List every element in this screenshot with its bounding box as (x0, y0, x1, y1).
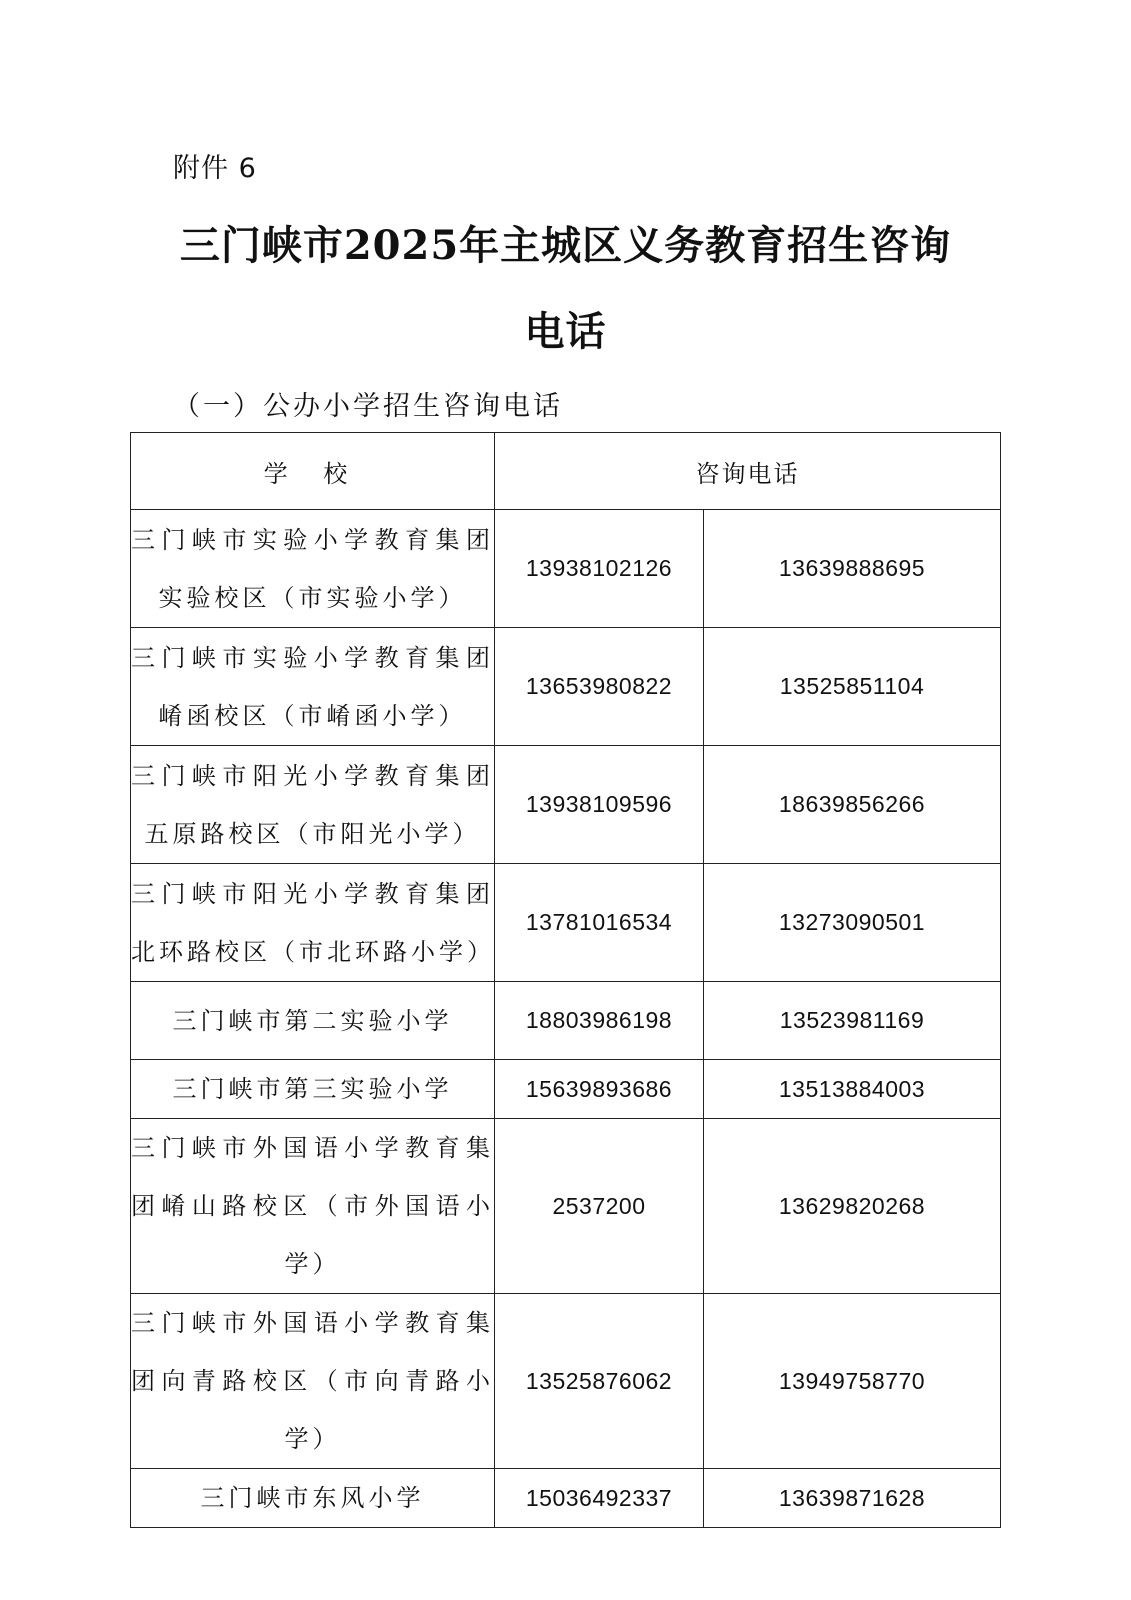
school-name: 三门峡市阳光小学教育集团北环路校区（市北环路小学） (131, 864, 495, 982)
phone-primary: 2537200 (495, 1119, 704, 1294)
table-row (131, 510, 1001, 628)
attachment-label: 附件 6 (173, 153, 257, 184)
school-name: 三门峡市实验小学教育集团崤函校区（市崤函小学） (131, 628, 495, 746)
phone-primary: 13781016534 (495, 864, 704, 982)
phone-primary: 18803986198 (495, 982, 704, 1060)
phone-primary: 13938102126 (495, 510, 704, 628)
table-row (131, 1119, 1001, 1294)
table-row (131, 746, 1001, 864)
table-row (131, 1060, 1001, 1119)
school-name: 三门峡市东风小学 (131, 1469, 495, 1528)
table-header-row (131, 433, 1001, 510)
phone-secondary: 13639871628 (704, 1469, 1001, 1528)
phone-secondary: 13513884003 (704, 1060, 1001, 1119)
document-title-line-2: 电话 (524, 308, 607, 355)
phone-secondary: 13273090501 (704, 864, 1001, 982)
document-title-line-1: 三门峡市2025年主城区义务教育招生咨询 (179, 222, 952, 269)
phone-secondary: 13949758770 (704, 1294, 1001, 1469)
table-row (131, 982, 1001, 1060)
table-row (131, 1294, 1001, 1469)
table-row (131, 864, 1001, 982)
phone-secondary: 13639888695 (704, 510, 1001, 628)
consultation-phone-table (130, 432, 1001, 1528)
school-name: 三门峡市外国语小学教育集团崤山路校区（市外国语小学） (131, 1119, 495, 1294)
school-name: 三门峡市实验小学教育集团实验校区（市实验小学） (131, 510, 495, 628)
school-name: 三门峡市外国语小学教育集团向青路校区（市向青路小学） (131, 1294, 495, 1469)
phone-primary: 13525876062 (495, 1294, 704, 1469)
header-phone: 咨询电话 (495, 433, 1001, 510)
header-school: 学 校 (131, 433, 495, 510)
phone-primary: 15639893686 (495, 1060, 704, 1119)
phone-primary: 13938109596 (495, 746, 704, 864)
phone-secondary: 13525851104 (704, 628, 1001, 746)
table-row (131, 628, 1001, 746)
section-heading: （一）公办小学招生咨询电话 (173, 391, 563, 422)
school-name: 三门峡市阳光小学教育集团五原路校区（市阳光小学） (131, 746, 495, 864)
phone-secondary: 13523981169 (704, 982, 1001, 1060)
table-row (131, 1469, 1001, 1528)
phone-secondary: 18639856266 (704, 746, 1001, 864)
phone-primary: 15036492337 (495, 1469, 704, 1528)
phone-secondary: 13629820268 (704, 1119, 1001, 1294)
school-name: 三门峡市第二实验小学 (131, 982, 495, 1060)
phone-primary: 13653980822 (495, 628, 704, 746)
school-name: 三门峡市第三实验小学 (131, 1060, 495, 1119)
